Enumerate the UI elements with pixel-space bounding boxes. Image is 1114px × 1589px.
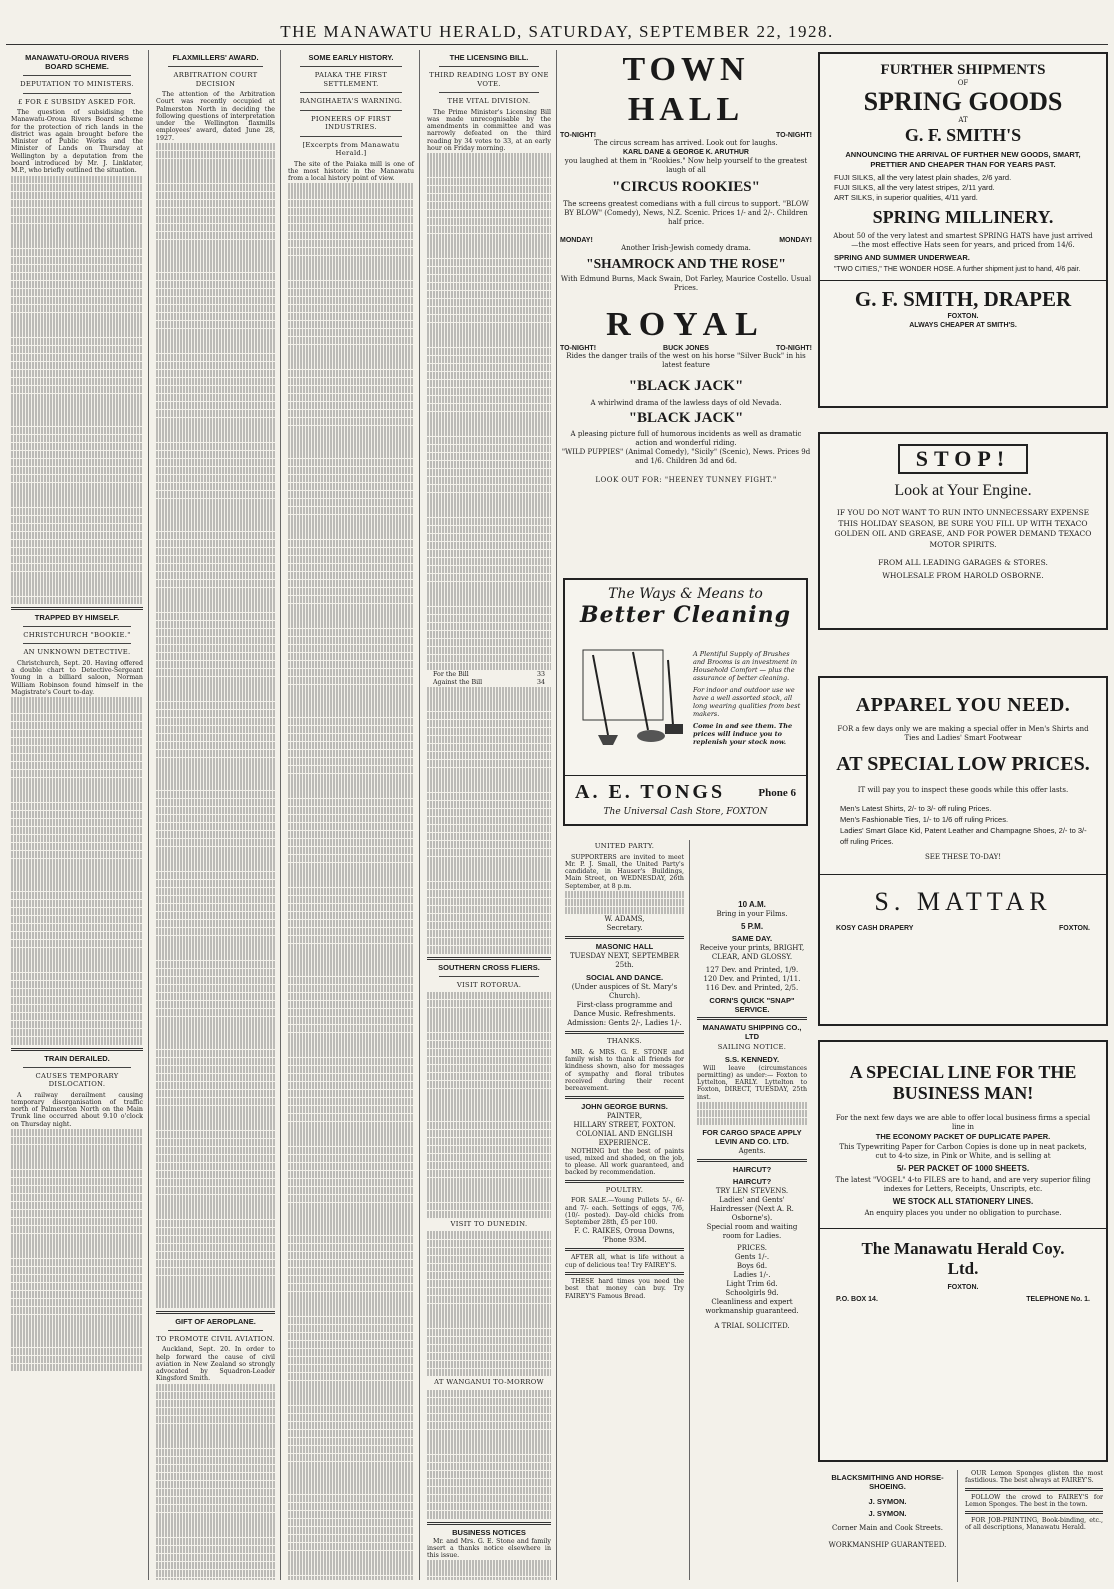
- smith-slogan: ALWAYS CHEAPER AT SMITH'S.: [909, 322, 1017, 329]
- texaco-ad: [818, 432, 1108, 630]
- masonic-event: SOCIAL AND DANCE.: [585, 973, 664, 983]
- poultry-title: POULTRY.: [605, 1185, 644, 1194]
- haircut-line: Ladies' and Gents' Hairdresser (Next A. R. Osborne's).: [710, 1196, 794, 1223]
- burns-text: NOTHING but the best of paints used, mixed and shaded, on the job, to please. All work guaranteed, and backed by recommendation.: [565, 1147, 684, 1177]
- smith-footer: G. F. SMITH, DRAPER: [854, 287, 1072, 311]
- haircut-line: Cleanliness and expert workmanship guaranteed.: [705, 1298, 799, 1316]
- herald-text: The latest "VOGEL" 4-to FILES are to hand, and are very superior filing indexes for Letters, Receipts, Unscripts, etc.: [835, 1176, 1091, 1193]
- ad-text: A pleasing picture full of humorous incidents as well as dramatic action and wonderful riding.: [570, 430, 802, 447]
- tonight-label: TO-NIGHT!: [775, 345, 812, 352]
- herald-ad: [818, 1040, 1108, 1462]
- snap-line: 10 A.M.: [738, 900, 766, 909]
- masonic-text: First-class programme and Dance Music. Refreshments. Admission: Gents 2/-, Ladies 1/-.: [567, 1001, 682, 1028]
- feature-title: "SHAMROCK AND THE ROSE": [586, 256, 786, 271]
- ad-text: Another Irish-Jewish comedy drama.: [621, 244, 751, 252]
- ad-text: A whirlwind drama of the lawless days of old Nevada.: [590, 399, 782, 407]
- mattar-ad: [818, 676, 1108, 1026]
- subhead: CHRISTCHURCH "BOOKIE.": [23, 630, 131, 639]
- mattar-item: Men's Fashionable Ties, 1/- to 1/6 off ruling Prices.: [840, 815, 1009, 824]
- herald-text: THE ECONOMY PACKET OF DUPLICATE PAPER.: [875, 1132, 1051, 1141]
- headline-rivers-board: MANAWATU-OROUA RIVERS BOARD SCHEME.: [25, 53, 129, 71]
- mattar-item: Ladies' Smart Glace Kid, Patent Leather and Champagne Shoes, 2/- to 3/- off ruling Prices.: [840, 826, 1087, 846]
- smith-text: About 50 of the very latest and smartest SPRING HATS have just arrived—the most effective Hats seen for years, and priced from 14/6.: [833, 232, 1093, 249]
- snap-line: SAME DAY.: [731, 934, 773, 943]
- snap-service: CORN'S QUICK "SNAP" SERVICE.: [709, 996, 795, 1014]
- haircut-line: HAIRCUT?: [732, 1165, 772, 1175]
- haircut-price: Gents 1/-.: [734, 1253, 770, 1262]
- masthead-title: THE MANAWATU HERALD, SATURDAY, SEPTEMBER 22, 1928.: [280, 22, 834, 41]
- feature-title: "BLACK JACK": [628, 378, 744, 394]
- subhead: RANGIHAETA'S WARNING.: [299, 97, 403, 105]
- mattar-subrow: [836, 925, 1090, 932]
- royal-title: ROYAL: [606, 306, 766, 343]
- article-text: Auckland, Sept. 20. In order to help forward the cause of civil aviation in New Zealand so strongly advocated by Squadron-Leader Kingsford Smith.: [156, 1346, 275, 1383]
- tongs-text: Come in and see them. The prices will induce you to replenish your stock now.: [693, 722, 793, 746]
- article-text: The site of the Paiaka mill is one of the most historic in the Manawatu from a local history point of view.: [288, 160, 414, 183]
- article-text: Mr. and Mrs. G. E. Stone and family insert a thanks notice elsewhere in this issue.: [427, 1537, 551, 1560]
- masonic-date: TUESDAY NEXT, SEPTEMBER 25th.: [569, 952, 680, 970]
- article-text: The Prime Minister's Licensing Bill was made unrecognisable by the amendments in committee and was narrowly defeated on the third reading by 34 votes to 33, at an early hour on Friday morning.: [427, 108, 551, 152]
- monday-label: MONDAY!: [560, 237, 593, 244]
- subhead: AT WANGANUI TO-MORROW: [434, 1378, 544, 1387]
- ad-text: With Edmund Burns, Mack Swain, Dot Farley, Maurice Costello. Usual Prices.: [560, 275, 812, 292]
- vote-label: For the Bill: [433, 671, 469, 679]
- mattar-item: Men's Latest Shirts, 2/- to 3/- off ruling Prices.: [840, 804, 992, 813]
- monday-row: [560, 237, 812, 244]
- tongs-phone: Phone 6: [758, 787, 796, 799]
- burns-addr: HILLARY STREET, FOXTON.: [573, 1120, 676, 1129]
- vote-count: 34: [536, 679, 545, 687]
- snap-line: Bring in your Films.: [716, 910, 788, 918]
- herald-headline: A SPECIAL LINE FOR THE: [849, 1062, 1077, 1082]
- herald-text: This Typewriting Paper for Carbon Copies is done up in neat packets, cut to 4-to size, in Pink or White, and is selling at: [839, 1143, 1087, 1160]
- smith-of: OF: [957, 79, 969, 87]
- burns-exp: COLONIAL AND ENGLISH EXPERIENCE.: [576, 1129, 673, 1147]
- smith-item: "TWO CITIES," THE WONDER HOSE. A further shipment just to hand, 4/6 pair.: [834, 266, 1081, 273]
- headline-business-notices: BUSINESS NOTICES: [452, 1527, 526, 1537]
- burns-trade: PAINTER,: [606, 1111, 643, 1120]
- tonight-label: TO-NIGHT!: [560, 132, 597, 139]
- smith-at: AT: [958, 116, 968, 124]
- notice-sign: W. ADAMS,: [604, 915, 645, 924]
- haircut-price: Boys 6d.: [736, 1262, 768, 1271]
- mattar-text: FOR a few days only we are making a special offer in Men's Shirts and Ties and Ladies' Smart Footwear: [837, 725, 1089, 742]
- subhead: [Excerpts from Manawatu Herald.]: [302, 140, 400, 157]
- herald-text: WE STOCK ALL STATIONERY LINES.: [892, 1197, 1034, 1206]
- mattar-text: IT will pay you to inspect these goods while this offer lasts.: [857, 786, 1069, 794]
- lookout-text: LOOK OUT FOR: "HEENEY TUNNEY FIGHT.": [595, 476, 777, 484]
- vote-row: [427, 671, 551, 679]
- masthead: [0, 0, 1114, 48]
- article-text: A railway derailment causing temporary disorganisation of traffic north of Palmerston North on the Main Trunk line occurred about 9.10 o'clock on Thursday night.: [11, 1091, 143, 1128]
- haircut-price: Ladies 1/-.: [733, 1271, 771, 1280]
- jobprint-notice: FOR JOB-PRINTING, Book-binding, etc., of all descriptions, Manawatu Herald.: [965, 1517, 1103, 1532]
- tongs-ad: [563, 578, 808, 826]
- tongs-headline-2: Better Cleaning: [579, 602, 791, 628]
- haircut-price: Schoolgirls 9d.: [725, 1289, 779, 1298]
- town-hall-title: TOWN HALL: [622, 51, 750, 128]
- tonight-label: TO-NIGHT!: [560, 345, 597, 352]
- herald-town: FOXTON.: [947, 1284, 979, 1291]
- monday-label: MONDAY!: [779, 237, 812, 244]
- subhead: THIRD READING LOST BY ONE VOTE.: [429, 71, 549, 88]
- smithy-name: J. SYMON.: [868, 1509, 907, 1518]
- ad-text: you laughed at them in "Rookies." Now help yourself to the greatest laugh of all: [564, 157, 808, 174]
- mattar-town: FOXTON.: [1059, 925, 1090, 932]
- stop-title: STOP!: [915, 446, 1011, 471]
- stop-sub: Look at Your Engine.: [894, 482, 1032, 499]
- stop-box: [898, 444, 1028, 474]
- mattar-name: S. MATTAR: [874, 887, 1052, 916]
- smith-name: G. F. SMITH'S: [904, 125, 1022, 145]
- herald-headline-2: BUSINESS MAN!: [892, 1083, 1034, 1103]
- headline-early-history: SOME EARLY HISTORY.: [308, 53, 394, 62]
- smith-item: ART SILKS, in superior qualities, 4/11 yard.: [834, 193, 978, 202]
- feature-title: "BLACK JACK": [628, 410, 744, 426]
- herald-name: The Manawatu Herald Coy.: [861, 1239, 1065, 1258]
- subhead: PIONEERS OF FIRST INDUSTRIES.: [311, 114, 391, 131]
- subhead: PAIAKA THE FIRST SETTLEMENT.: [314, 71, 388, 88]
- herald-text: 5/- PER PACKET OF 1000 SHEETS.: [896, 1164, 1030, 1173]
- snap-price: 127 Dev. and Printed, 1/9.: [705, 966, 799, 974]
- headline-train-derailed: TRAIN DERAILED.: [44, 1053, 110, 1063]
- smithy-title: BLACKSMITHING AND HORSE-SHOEING.: [831, 1473, 944, 1491]
- subhead: CAUSES TEMPORARY DISLOCATION.: [35, 1071, 119, 1089]
- poultry-text: FOR SALE.—Young Pullets 5/-, 6/- and 7/- each. Settings of eggs, 7/6, (10/- posted). Day-old chicks from September 28th, £5 per 100.: [565, 1197, 684, 1227]
- ad-text: Rides the danger trails of the west on his horse "Silver Buck" in his latest feature: [566, 352, 806, 369]
- smithy-notice: [818, 1470, 958, 1582]
- mattar-headline-2: AT SPECIAL LOW PRICES.: [836, 753, 1090, 775]
- tonight-row: [560, 345, 812, 352]
- masonic-title: MASONIC HALL: [595, 942, 654, 952]
- subhead: DEPUTATION TO MINISTERS.: [20, 80, 134, 88]
- headline-southern-cross: SOUTHERN CROSS FLIERS.: [438, 962, 540, 972]
- tongs-tagline: The Universal Cash Store, FOXTON: [603, 807, 768, 817]
- vote-row: [427, 679, 551, 687]
- stop-line: FROM ALL LEADING GARAGES & STORES.: [878, 558, 1048, 567]
- smith-headline: FURTHER SHIPMENTS: [880, 62, 1046, 78]
- shipping-cargo: FOR CARGO SPACE APPLY LEVIN AND CO. LTD.: [702, 1128, 802, 1147]
- fairey-notice: AFTER all, what is life without a cup of delicious tea! Try FAIREY'S.: [565, 1254, 684, 1269]
- article-text: The question of subsidising the Manawatu-Oroua Rivers Board scheme for the protection of rich lands in the district was again brought before the Minister of Public Works and the Minister of Lands on Thursday at Wellington by a deputation from the board introduced by Mr. J. Linklater, M.P., who briefly outlined the situation.: [11, 109, 143, 175]
- fairey-notice: THESE hard times you need the best that money can buy. Try FAIREY'S Famous Bread.: [565, 1278, 684, 1300]
- fairey-notices: [960, 1470, 1108, 1582]
- column-4: [422, 50, 557, 1580]
- tongs-headline: The Ways & Means to: [608, 586, 763, 602]
- ad-text: The circus scream has arrived. Look out for laughs.: [594, 139, 778, 147]
- herald-box: P.O. BOX 14.: [836, 1296, 878, 1303]
- smith-item: FUJI SILKS, all the very latest plain shades, 2/6 yard.: [834, 173, 1012, 182]
- article-text: The attention of the Arbitration Court was recently occupied at Palmerston North in deciding the following questions of interpretation under the Wellington flaxmills employees' award, dated June 28, 1927.: [156, 91, 275, 142]
- notice-text: SUPPORTERS are invited to meet Mr. P. J. Small, the United Party's candidate, in Hauser's Buildings, Main Street, on WEDNESDAY, 26th September, at 8 p.m.: [565, 853, 684, 890]
- mattar-sub: KOSY CASH DRAPERY: [836, 925, 914, 932]
- shipping-agents: Agents.: [738, 1147, 766, 1156]
- headline-flaxmillers: FLAXMILLERS' AWARD.: [172, 53, 259, 62]
- ad-text: The screens greatest comedians with a full circus to support. "BLOW BY BLOW" (Comedy), News, N.Z. Scenic. Prices 1/- and 2/-. Children half price.: [563, 200, 809, 226]
- subhead: £ FOR £ SUBSIDY ASKED FOR.: [18, 97, 136, 106]
- snap-line: Receive your prints, BRIGHT, CLEAR, AND GLOSSY.: [699, 944, 805, 961]
- subhead: AN UNKNOWN DETECTIVE.: [23, 648, 131, 657]
- subhead: THE VITAL DIVISION.: [447, 97, 531, 105]
- thanks-text: MR. & MRS. G. E. STONE and family wish to thank all friends for kindness shown, also for messages of sympathy and floral tributes received during their recent bereavement.: [565, 1048, 684, 1093]
- headline-licensing-bill: THE LICENSING BILL.: [449, 53, 529, 62]
- brooms-icon: [573, 640, 693, 750]
- smith-announce: ANNOUNCING THE ARRIVAL OF FURTHER NEW GOODS, SMART, PRETTIER AND CHEAPER THAN FOR YEARS PAST.: [845, 150, 1081, 169]
- subhead: VISIT TO DUNEDIN.: [450, 1219, 528, 1228]
- notices-column: [560, 840, 690, 1580]
- column-1: [6, 50, 149, 1580]
- feature-title: "CIRCUS ROOKIES": [612, 179, 760, 195]
- burns-name: JOHN GEORGE BURNS.: [581, 1101, 668, 1111]
- mattar-item: SEE THESE TO-DAY!: [924, 853, 1002, 861]
- smith-spring-goods: SPRING GOODS: [863, 87, 1063, 116]
- haircut-line: A TRIAL SOLICITED.: [714, 1322, 790, 1331]
- vote-label: Against the Bill: [433, 679, 483, 687]
- haircut-prices: PRICES.: [737, 1244, 767, 1253]
- column-2: [151, 50, 281, 1580]
- haircut-line: TRY LEN STEVENS.: [715, 1187, 789, 1196]
- shipping-text: Will leave (circumstances permitting) as under:— Foxton to Lyttelton, EARLY. Lyttelton to Foxton, DIRECT, TUESDAY, 25th inst.: [697, 1064, 807, 1101]
- herald-tel: TELEPHONE No. 1.: [1026, 1296, 1090, 1303]
- smith-millinery: SPRING MILLINERY.: [872, 207, 1054, 227]
- smith-item: FUJI SILKS, all the very latest stripes, 2/11 yard.: [834, 183, 995, 192]
- subhead: VISIT ROTORUA.: [456, 980, 522, 989]
- haircut-price: Light Trim 6d.: [726, 1280, 778, 1289]
- notice-title: UNITED PARTY.: [594, 842, 655, 850]
- star-name: BUCK JONES: [663, 345, 709, 352]
- tongs-text: For indoor and outdoor use we have a well assorted stock, all long wearing qualities from best makers.: [693, 686, 801, 718]
- subhead: TO PROMOTE CIVIL AVIATION.: [156, 1334, 275, 1343]
- herald-text: For the next few days we are able to offer local business firms a special line in: [835, 1114, 1091, 1131]
- notices-column-2: [692, 840, 812, 1580]
- masonic-aus: (Under auspices of St. Mary's Church).: [571, 983, 678, 1001]
- tongs-name: A. E. TONGS: [575, 781, 726, 803]
- smith-item: SPRING AND SUMMER UNDERWEAR.: [834, 253, 970, 262]
- column-3: [283, 50, 420, 1580]
- snap-price: 120 Dev. and Printed, 1/11.: [703, 975, 801, 983]
- shipping-ship: S.S. KENNEDY.: [724, 1054, 780, 1064]
- smith-ad: [818, 52, 1108, 408]
- snap-price: 116 Dev. and Printed, 2/5.: [705, 984, 799, 992]
- herald-contact: [836, 1296, 1090, 1303]
- stop-text: IF YOU DO NOT WANT TO RUN INTO UNNECESSARY EXPENSE THIS HOLIDAY SEASON, BE SURE YOU FILL UP WITH TEXACO GOLDEN OIL AND GREASE, AND FOR POWER DEMAND TEXACO MOTOR SPIRITS.: [834, 508, 1092, 549]
- shipping-sub: SAILING NOTICE.: [717, 1043, 787, 1051]
- cinema-block: [560, 50, 812, 560]
- tonight-label: TO-NIGHT!: [775, 132, 812, 139]
- vote-count: 33: [536, 671, 545, 679]
- fairey-notice: OUR Lemon Sponges glisten the most fastidious. The best always at FAIREY'S.: [965, 1470, 1103, 1485]
- thanks-title: THANKS.: [606, 1037, 643, 1046]
- tonight-row: [560, 132, 812, 139]
- notice-sign: Secretary.: [606, 924, 643, 933]
- herald-text: An enquiry places you under no obligation to purchase.: [864, 1209, 1062, 1217]
- haircut-line: HAIRCUT?: [732, 1177, 772, 1187]
- shipping-title: MANAWATU SHIPPING CO., LTD: [702, 1023, 802, 1041]
- poultry-sign: F. C. RAIKES, Oroua Downs, 'Phone 93M.: [574, 1227, 675, 1245]
- herald-name: Ltd.: [947, 1259, 979, 1278]
- stop-line: WHOLESALE FROM HAROLD OSBORNE.: [882, 571, 1044, 580]
- snap-line: 5 P.M.: [740, 922, 764, 931]
- smith-town: FOXTON.: [947, 313, 979, 320]
- smithy-guar: WORKMANSHIP GUARANTEED.: [828, 1541, 947, 1549]
- headline-aeroplane: GIFT OF AEROPLANE.: [175, 1316, 256, 1326]
- ad-text: "WILD PUPPIES" (Animal Comedy), "Sicily" (Scenic), News. Prices 9d and 1/6. Children 3d and 6d.: [561, 448, 811, 465]
- masthead-rule: [6, 44, 1108, 45]
- smithy-name: J. SYMON.: [868, 1497, 907, 1506]
- fairey-notice: FOLLOW the crowd to FAIREY'S for Lemon Sponges. The best in the town.: [965, 1493, 1103, 1508]
- mattar-headline: APPAREL YOU NEED.: [855, 694, 1071, 716]
- tongs-text: A Plentiful Supply of Brushes and Brooms is an investment in Household Comfort — plus the assurance of better cleaning.: [693, 650, 798, 682]
- article-text: Christchurch, Sept. 20. Having offered a double chart to Detective-Sergeant Young in a billiard saloon, Norman William Robinson found himself in the Magistrate's Court to-day.: [11, 659, 143, 697]
- smithy-addr: Corner Main and Cook Streets.: [832, 1524, 943, 1532]
- subhead: ARBITRATION COURT DECISION: [173, 71, 258, 88]
- haircut-line: Special room and waiting room for Ladies.: [706, 1223, 798, 1241]
- ad-stars: KARL DANE & GEORGE K. ARUTHUR: [622, 149, 749, 156]
- headline-trapped: TRAPPED BY HIMSELF.: [34, 612, 120, 622]
